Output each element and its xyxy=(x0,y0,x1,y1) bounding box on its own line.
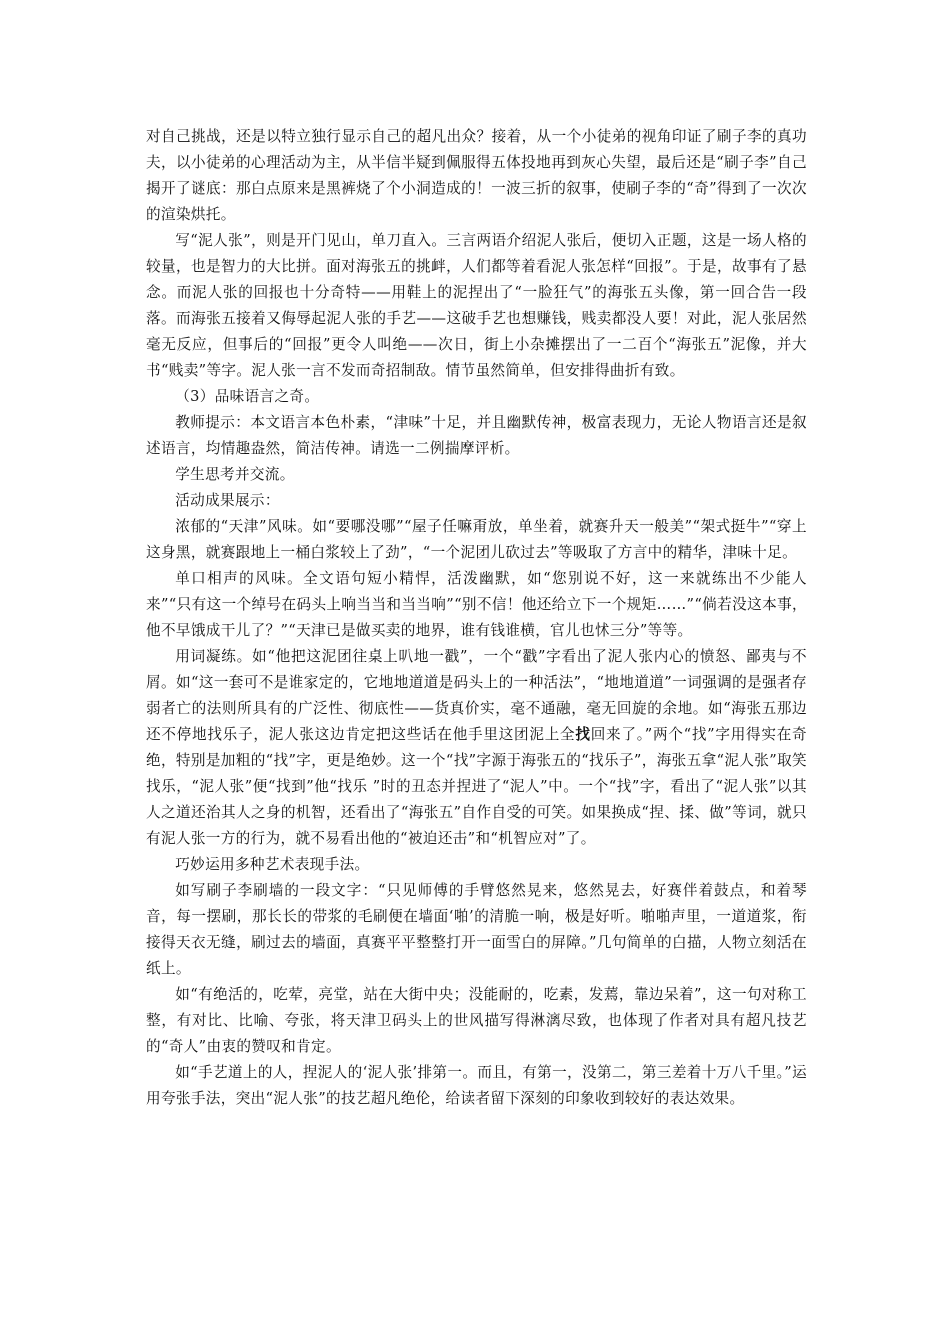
paragraph-8 xyxy=(146,566,807,644)
paragraph-6 xyxy=(146,488,807,514)
paragraph-text: 对自己挑战，还是以特立独行显示自己的超凡出众？接着，从一个小徒弟的视角印证了刷子李的真功夫，以小徒弟的心理活动为主，从半信半疑到佩服得五体投地再到灰心失望，最后还是“刷子李”自己揭开了谜底：那白点原来是黑裤烧了个小洞造成的！一波三折的叙事，使刷子李的“奇”得到了一次次的渲染烘托。 xyxy=(146,128,807,223)
paragraph-text: 教师提示：本文语言本色朴素，“津味”十足，并且幽默传神，极富表现力，无论人物语言还是叙述语言，均情趣盎然，简洁传神。请选一二例揣摩评析。 xyxy=(146,414,807,457)
paragraph-1 xyxy=(146,124,807,228)
document-body xyxy=(146,124,807,1112)
paragraph-text: 回来了。”两个“找”字用得实在奇绝，特别是加粗的“找”字，更是绝妙。这一个“找”字源于海张五的“找乐子”，海张五拿“泥人张”取笑找乐，“泥人张”便“找到”他“找乐 ”时的丑态并捏进了“泥人”中。一个“找”字，看出了“泥人张”以其人之道还治其人之身的机智，还看出了“海张五”自作自受的可笑。如果换成“捏、揉、做”等词，就只有泥人张一方的行为，就不易看出他的“被迫还击”和“机智应对”了。 xyxy=(146,726,807,847)
paragraph-9 xyxy=(146,644,807,852)
paragraph-text: 用词凝练。如“他把这泥团往桌上叭地一戳”，一个“戳”字看出了泥人张内心的愤怒、鄙夷与不屑。如“这一套可不是谁家定的，它地地道道是码头上的一种活法”，“地地道道”一词强调的是强者存弱者亡的法则所具有的广泛性、彻底性——货真价实，毫不通融，毫无回旋的余地。如“海张五那边还不停地找乐子，泥人张这边肯定把这些话在他手里这团泥上全 xyxy=(146,648,807,743)
paragraph-12 xyxy=(146,982,807,1060)
paragraph-7 xyxy=(146,514,807,566)
bold-character: 找 xyxy=(575,726,591,743)
paragraph-2 xyxy=(146,228,807,384)
paragraph-text: 写“泥人张”，则是开门见山，单刀直入。三言两语介绍泥人张后，便切入正题，这是一场人格的较量，也是智力的大比拼。面对海张五的挑衅，人们都等着看泥人张怎样“回报”。于是，故事有了悬念。而泥人张的回报也十分奇特——用鞋上的泥捏出了“一脸狂气”的海张五头像，第一回合告一段落。而海张五接着又侮辱起泥人张的手艺——这破手艺也想赚钱，贱卖都没人要！对此，泥人张居然毫无反应，但事后的“回报”更令人叫绝——次日，街上小杂摊摆出了一二百个“海张五”泥像，并大书“贱卖”等字。泥人张一言不发而奇招制敌。情节虽然简单，但安排得曲折有致。 xyxy=(146,232,807,379)
paragraph-3 xyxy=(146,384,807,410)
paragraph-4 xyxy=(146,410,807,462)
paragraph-text: 如写刷子李刷墙的一段文字：“只见师傅的手臂悠然晃来，悠然晃去，好赛伴着鼓点，和着琴音，每一摆刷，那长长的带浆的毛刷便在墙面‘啪’的清脆一响，极是好听。啪啪声里，一道道浆，衔接得天衣无缝，刷过去的墙面，真赛平平整整打开一面雪白的屏障。”几句简单的白描，人物立刻活在纸上。 xyxy=(146,882,807,977)
paragraph-5 xyxy=(146,462,807,488)
paragraph-text: 学生思考并交流。 xyxy=(175,466,295,483)
paragraph-11 xyxy=(146,878,807,982)
paragraph-text: 如“手艺道上的人，捏泥人的‘泥人张’排第一。而且，有第一，没第二，第三差着十万八千里。”运用夸张手法，突出“泥人张”的技艺超凡绝伦，给读者留下深刻的印象收到较好的表达效果。 xyxy=(146,1064,807,1107)
paragraph-text: （3）品味语言之奇。 xyxy=(175,388,320,405)
paragraph-text: 活动成果展示： xyxy=(175,492,280,509)
paragraph-text: 如“有绝活的，吃荤，亮堂，站在大街中央；没能耐的，吃素，发蔫，靠边呆着”，这一句对称工整，有对比、比喻、夸张，将天津卫码头上的世风描写得淋漓尽致，也体现了作者对具有超凡技艺的“奇人”由衷的赞叹和肯定。 xyxy=(146,986,807,1055)
paragraph-10 xyxy=(146,852,807,878)
paragraph-text: 浓郁的“天津”风味。如“要哪没哪”“屋子任嘛甭放，单坐着，就赛升天一般美”“架式挺牛”“穿上这身黑，就赛跟地上一桶白浆较上了劲”，“一个泥团儿砍过去”等吸取了方言中的精华，津味十足。 xyxy=(146,518,807,561)
paragraph-text: 单口相声的风味。全文语句短小精悍，活泼幽默，如“您别说不好，这一来就练出不少能人来”“只有这一个绰号在码头上响当当和当当响”“别不信！他还给立下一个规矩……”“倘若没这本事，他不早饿成干儿了？”“天津已是做买卖的地界，谁有钱谁横，官儿也怵三分”等等。 xyxy=(146,570,807,639)
paragraph-13 xyxy=(146,1060,807,1112)
paragraph-text: 巧妙运用多种艺术表现手法。 xyxy=(175,856,370,873)
